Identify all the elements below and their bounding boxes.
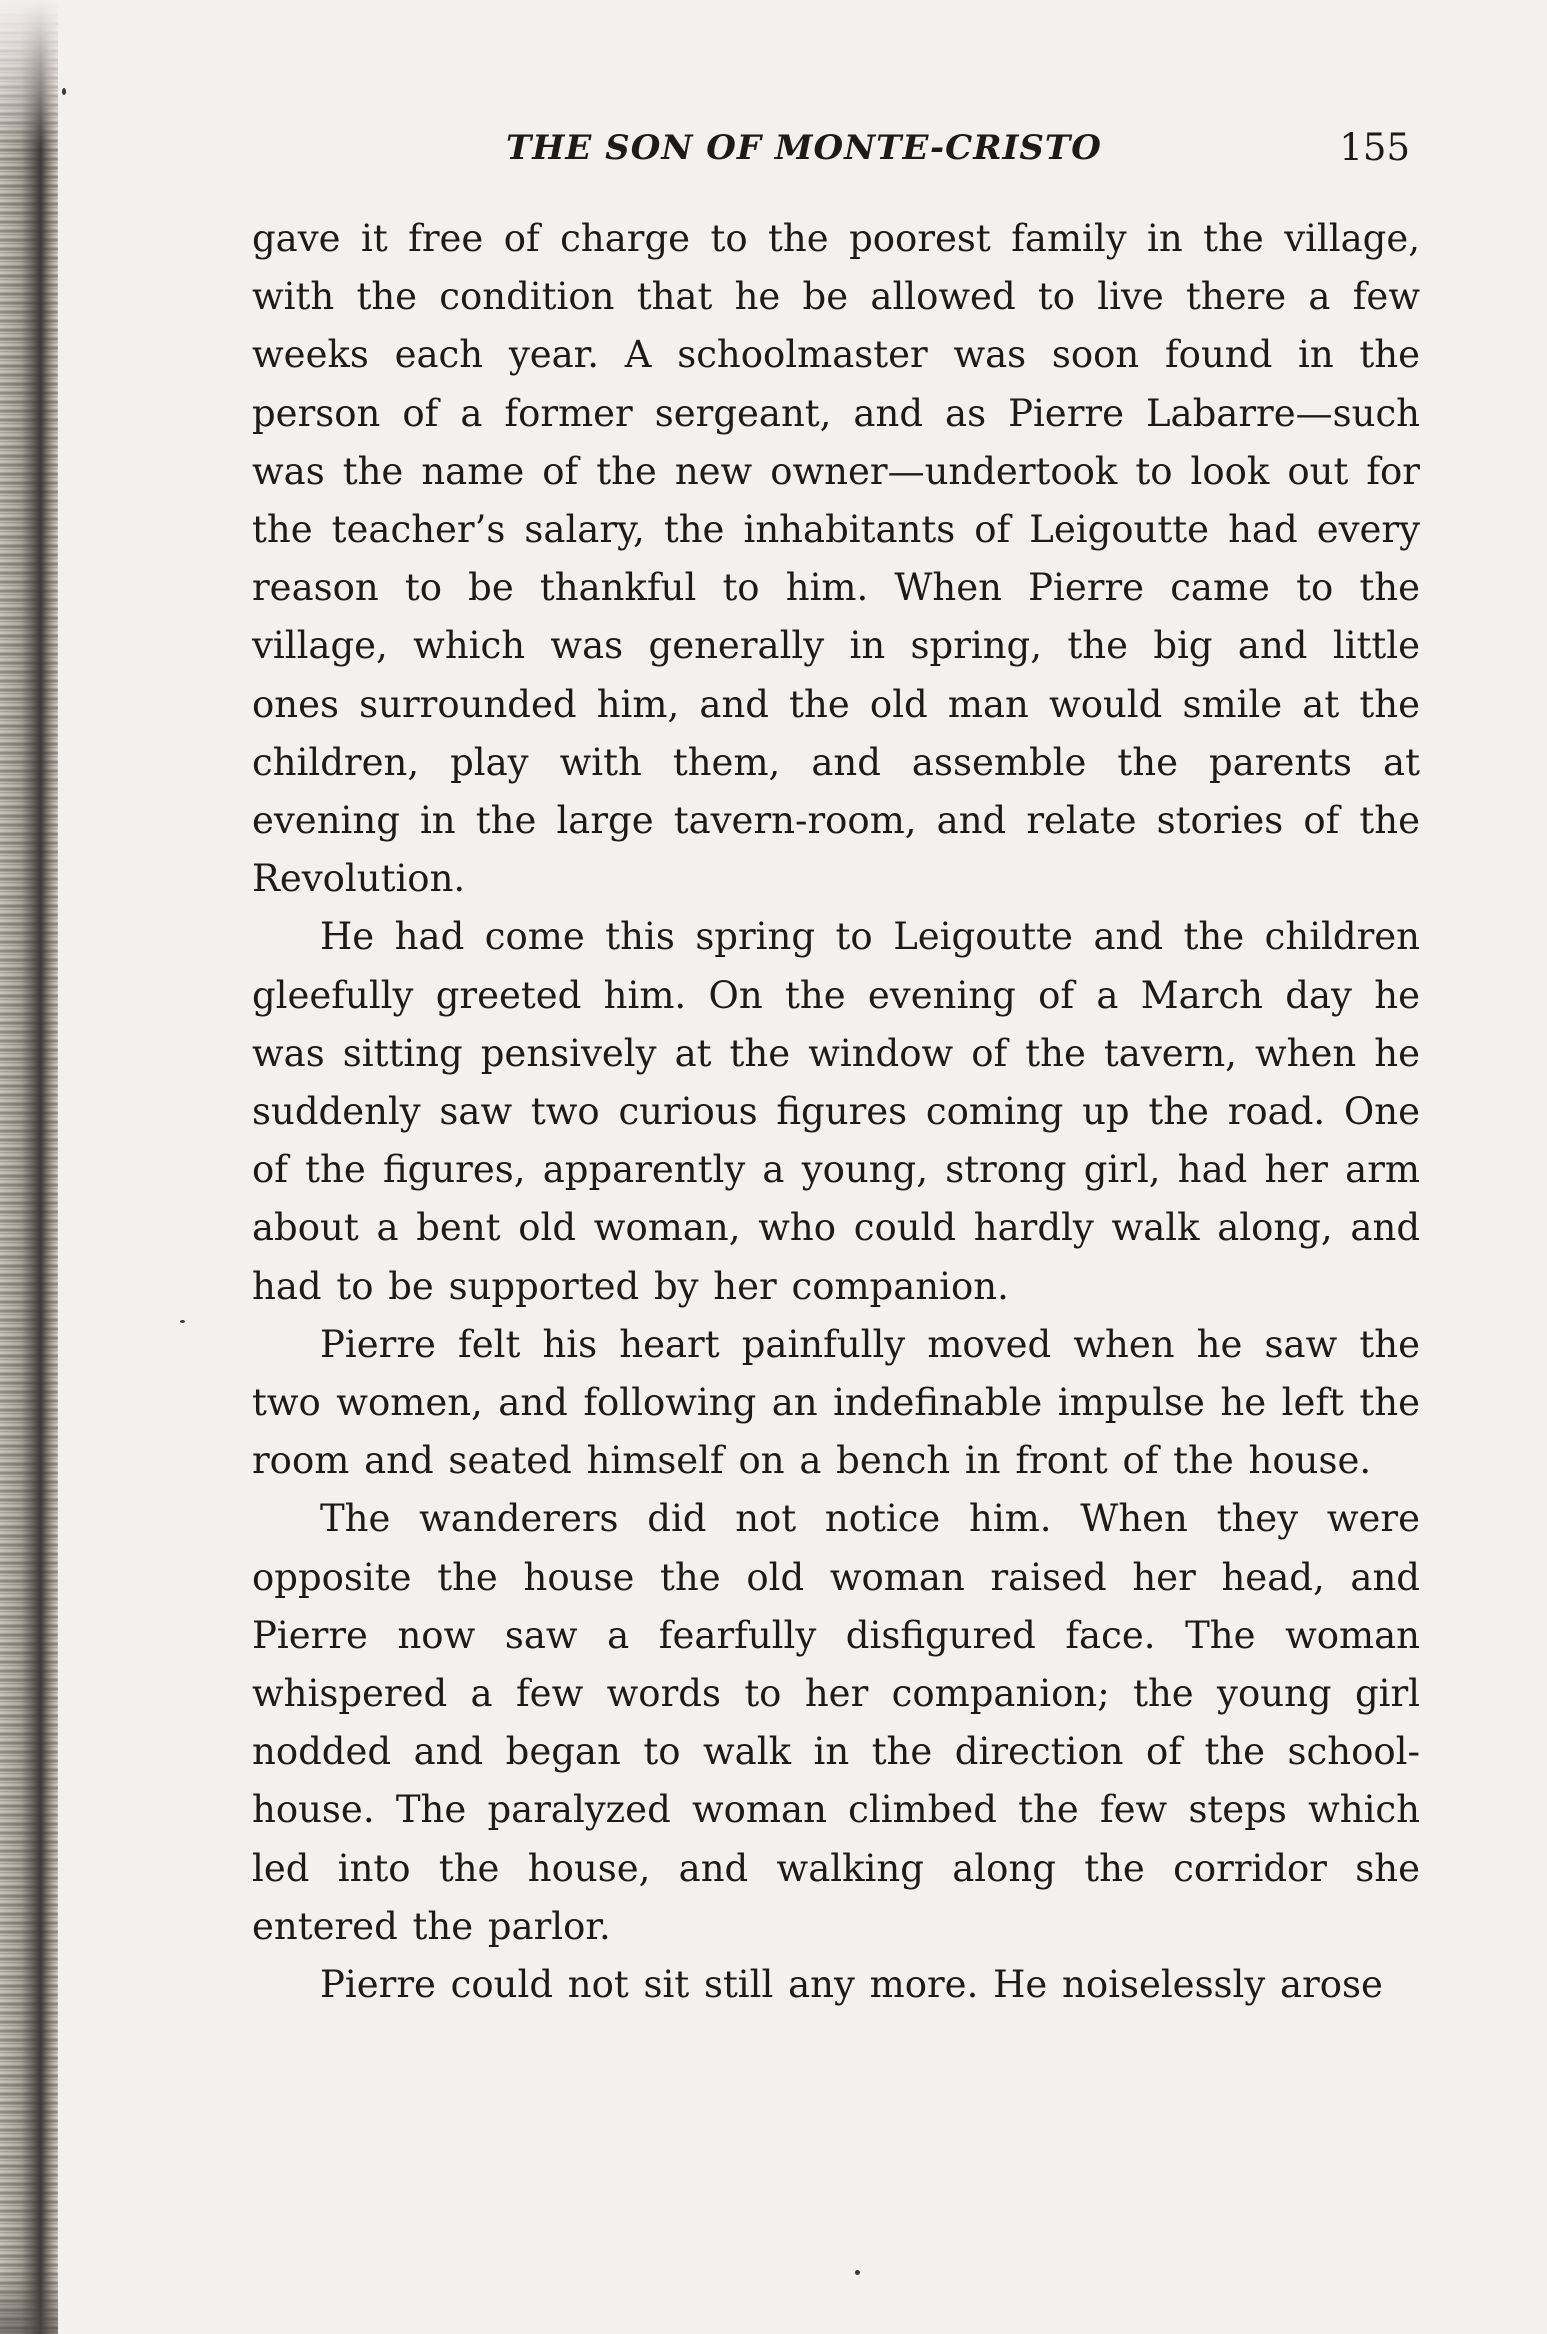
print-speck [180, 1320, 185, 1323]
binding-fade-top [0, 0, 58, 150]
print-speck [855, 2270, 860, 2275]
paragraph: The wanderers did not notice him. When they were opposite the house the old woman raised her head, and Pierre now saw a fearfully disfigured face. The woman whispered a few words to her companion; the young girl nodded and began to walk in the direction of the school-house. The paralyzed woman climbed the few steps which led into the house, and walking along the corridor she entered the parlor. [252, 1497, 1420, 1948]
running-head [250, 128, 1430, 188]
body-text [252, 210, 1420, 2014]
page-number: 155 [1339, 126, 1410, 169]
paragraph: He had come this spring to Leigoutte and the children gleefully greeted him. On the evening of a March day he was sitting pensively at the window of the tavern, when he suddenly saw two curious figures coming up the road. One of the figures, apparently a young, strong girl, had her arm about a bent old woman, who could hardly walk along, and had to be supported by her companion. [252, 915, 1420, 1308]
page-binding-shadow [0, 0, 58, 2334]
paragraph: gave it free of charge to the poorest family in the village, with the condition that he be allowed to live there a few weeks each year. A schoolmaster was soon found in the person of a former sergeant, and as Pierre Labarre—such was the name of the new owner—undertook to look out for the teacher’s salary, the inhabitants of Leigoutte had every reason to be thankful to him. When Pierre came to the village, which was generally in spring, the big and little ones surrounded him, and the old man would smile at the children, play with them, and assemble the parents at evening in the large tavern-room, and relate stories of the Revolution. [252, 217, 1420, 901]
print-speck [62, 88, 66, 95]
paragraph: Pierre could not sit still any more. He noiselessly arose [320, 1963, 1383, 2007]
binding-fade-bottom [0, 2274, 58, 2334]
running-title: THE SON OF MONTE-CRISTO [506, 128, 1102, 168]
paragraph: Pierre felt his heart painfully moved when he saw the two women, and following an indefinable impulse he left the room and seated himself on a bench in front of the house. [252, 1322, 1420, 1483]
